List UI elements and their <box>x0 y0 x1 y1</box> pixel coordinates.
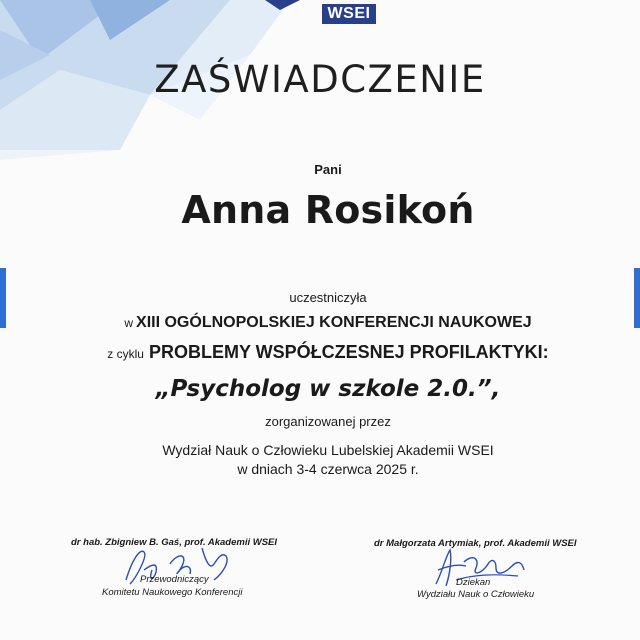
faculty-name: Wydział Nauk o Człowieku Lubelskiej Akademii WSEI <box>162 442 494 458</box>
left-edge-marker <box>0 268 6 328</box>
right-signatory-role: Dziekan <box>456 577 491 588</box>
conference-dates: w dniach 3-4 czerwca 2025 r. <box>237 461 419 477</box>
recipient-name: Anna Rosikoń <box>181 188 475 232</box>
organized-by-text: zorganizowanej przez <box>265 414 391 429</box>
conference-prefix: w <box>124 316 134 330</box>
conference-topic: „Psycholog w szkole 2.0.”, <box>155 376 501 402</box>
certificate-title: ZAŚWIADCZENIE <box>154 58 486 101</box>
salutation: Pani <box>314 162 342 177</box>
cycle-line <box>0 342 640 363</box>
wsei-logo: WSEI <box>322 4 376 24</box>
cycle-prefix: z cyklu <box>107 347 144 361</box>
right-edge-marker <box>634 268 640 328</box>
left-signatory-name: dr hab. Zbigniew B. Gaś, prof. Akademii WSEI <box>71 537 278 548</box>
conference-name: XIII OGÓLNOPOLSKIEJ KONFERENCJI NAUKOWEJ <box>136 314 532 331</box>
left-signatory-committee: Komitetu Naukowego Konferencji <box>102 587 243 598</box>
conference-line <box>0 314 640 332</box>
cycle-name: PROBLEMY WSPÓŁCZESNEJ PROFILAKTYKI: <box>148 342 549 362</box>
participated-text: uczestniczyła <box>289 290 367 305</box>
right-signatory-name: dr Małgorzata Artymiak, prof. Akademii WSEI <box>374 538 577 549</box>
right-signatory-faculty: Wydziału Nauk o Człowieku <box>417 589 535 600</box>
left-signatory-role: Przewodniczący <box>140 574 209 585</box>
